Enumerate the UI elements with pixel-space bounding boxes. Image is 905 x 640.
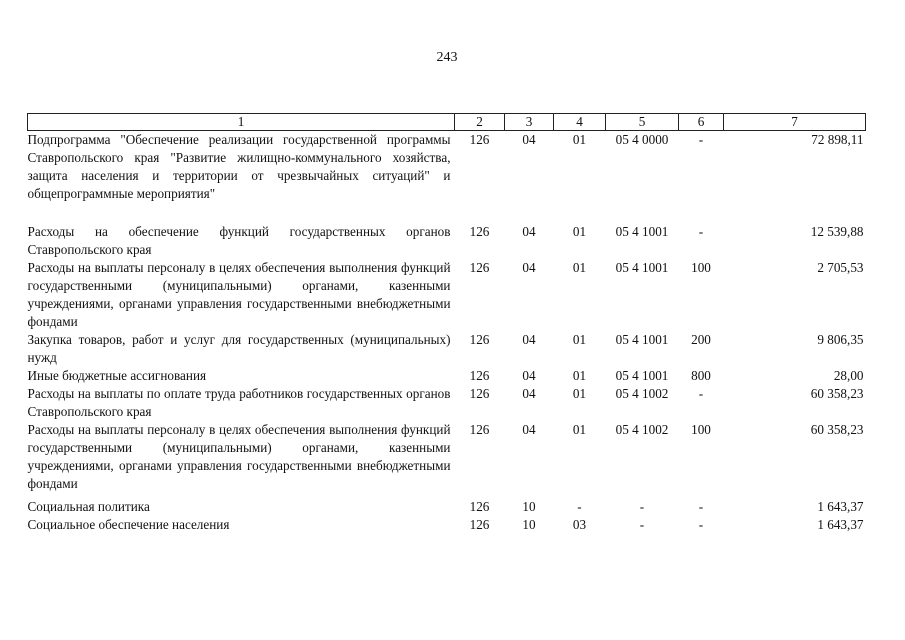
row-code-4: 01 bbox=[572, 422, 587, 437]
row-code-6: - bbox=[698, 224, 704, 239]
row-description: Подпрограмма "Обеспечение реализации государственной программы Ставропольского края "Развитие жилищно-коммунального хозяйства, защита населения и территории от чрезвычайных ситуаций" и общепрограммные мероприятия" bbox=[27, 132, 451, 201]
row-amount: 2 705,53 bbox=[817, 260, 864, 275]
row-code-5: 05 4 0000 bbox=[615, 132, 669, 147]
row-code-6: 800 bbox=[691, 368, 711, 383]
column-header: 4 bbox=[554, 114, 606, 131]
row-code-3: 04 bbox=[522, 332, 536, 347]
row-amount: 28,00 bbox=[833, 368, 864, 383]
row-code-2: 126 bbox=[469, 132, 490, 147]
row-description: Социальное обеспечение населения bbox=[27, 517, 230, 532]
page-number: 243 bbox=[436, 50, 458, 65]
column-header: 1 bbox=[28, 114, 455, 131]
row-code-5: 05 4 1001 bbox=[615, 332, 669, 347]
row-code-5: 05 4 1002 bbox=[615, 422, 669, 437]
row-amount: 60 358,23 bbox=[810, 386, 864, 401]
row-code-2: 126 bbox=[469, 368, 490, 383]
budget-table bbox=[27, 113, 866, 534]
row-description: Расходы на выплаты персоналу в целях обеспечения выполнения функций государственными (муниципальными) органами, казенными учреждениями, органами управления государственными внебюджетными фондами bbox=[27, 422, 451, 491]
table-row bbox=[28, 331, 866, 367]
row-code-5: 05 4 1002 bbox=[615, 386, 669, 401]
row-code-6: - bbox=[698, 499, 704, 514]
row-code-4: 01 bbox=[572, 386, 587, 401]
row-code-4: 01 bbox=[572, 260, 587, 275]
row-code-5: 05 4 1001 bbox=[615, 368, 669, 383]
row-description: Социальная политика bbox=[27, 499, 150, 514]
row-code-4: 01 bbox=[572, 332, 587, 347]
table-row bbox=[28, 259, 866, 331]
row-code-3: 04 bbox=[522, 132, 536, 147]
row-description: Расходы на обеспечение функций государственных органов Ставропольского края bbox=[27, 224, 451, 257]
row-spacer bbox=[28, 203, 866, 223]
row-description: Расходы на выплаты персоналу в целях обеспечения выполнения функций государственными (муниципальными) органами, казенными учреждениями, органами управления государственными внебюджетными фондами bbox=[27, 260, 451, 329]
column-header: 5 bbox=[606, 114, 679, 131]
table-row bbox=[28, 516, 866, 534]
row-code-2: 126 bbox=[469, 517, 490, 532]
column-header: 6 bbox=[679, 114, 724, 131]
row-amount: 72 898,11 bbox=[811, 132, 864, 147]
row-code-2: 126 bbox=[469, 422, 490, 437]
row-code-6: - bbox=[698, 132, 704, 147]
row-amount: 60 358,23 bbox=[810, 422, 864, 437]
row-code-3: 04 bbox=[522, 422, 536, 437]
row-code-6: - bbox=[698, 386, 704, 401]
row-amount: 1 643,37 bbox=[817, 499, 864, 514]
row-code-4: 03 bbox=[572, 517, 587, 532]
row-description: Расходы на выплаты по оплате труда работников государственных органов Ставропольского края bbox=[27, 386, 451, 419]
table-row bbox=[28, 131, 866, 204]
row-description: Иные бюджетные ассигнования bbox=[27, 368, 207, 383]
row-code-6: 100 bbox=[691, 260, 711, 275]
table-row bbox=[28, 385, 866, 421]
row-code-2: 126 bbox=[469, 499, 490, 514]
row-description: Закупка товаров, работ и услуг для государственных (муниципальных) нужд bbox=[27, 332, 451, 365]
row-code-3: 10 bbox=[522, 517, 536, 532]
row-code-2: 126 bbox=[469, 332, 490, 347]
row-code-5: - bbox=[639, 517, 645, 532]
row-code-6: 200 bbox=[691, 332, 711, 347]
row-code-2: 126 bbox=[469, 224, 490, 239]
row-code-4: - bbox=[577, 499, 582, 514]
row-code-3: 04 bbox=[522, 224, 536, 239]
table-row bbox=[28, 421, 866, 493]
row-code-5: - bbox=[639, 499, 645, 514]
column-header: 7 bbox=[724, 114, 866, 131]
column-header: 3 bbox=[505, 114, 554, 131]
row-code-2: 126 bbox=[469, 386, 490, 401]
table-row bbox=[28, 498, 866, 516]
column-header: 2 bbox=[455, 114, 505, 131]
row-code-4: 01 bbox=[572, 224, 587, 239]
row-amount: 12 539,88 bbox=[810, 224, 864, 239]
row-amount: 9 806,35 bbox=[817, 332, 864, 347]
row-code-5: 05 4 1001 bbox=[615, 224, 669, 239]
row-code-3: 04 bbox=[522, 260, 536, 275]
table-row bbox=[28, 367, 866, 385]
row-code-3: 10 bbox=[522, 499, 536, 514]
row-code-6: - bbox=[698, 517, 704, 532]
row-code-6: 100 bbox=[691, 422, 711, 437]
row-code-4: 01 bbox=[572, 368, 587, 383]
row-amount: 1 643,37 bbox=[817, 517, 864, 532]
row-code-2: 126 bbox=[469, 260, 490, 275]
row-code-5: 05 4 1001 bbox=[615, 260, 669, 275]
row-code-4: 01 bbox=[572, 132, 587, 147]
table-row bbox=[28, 223, 866, 259]
column-number-row bbox=[28, 114, 866, 131]
row-code-3: 04 bbox=[522, 368, 536, 383]
row-code-3: 04 bbox=[522, 386, 536, 401]
